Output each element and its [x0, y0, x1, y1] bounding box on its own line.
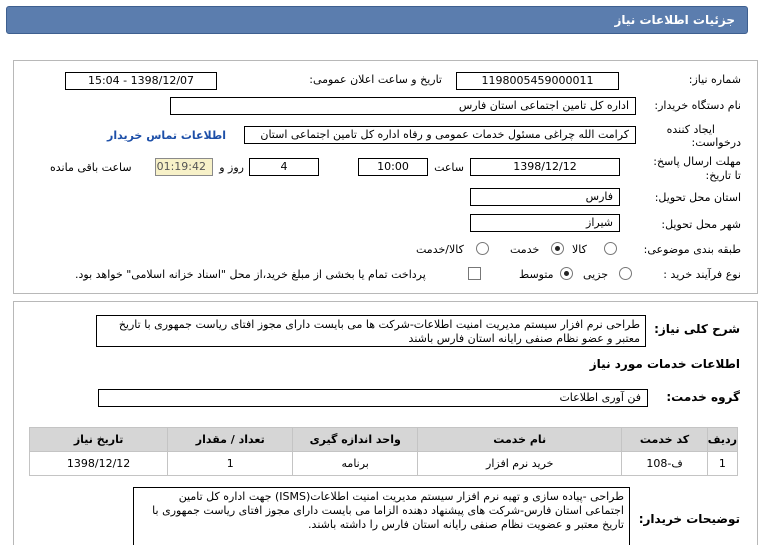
deadline-label-1: مهلت ارسال پاسخ:: [653, 155, 741, 168]
category-radio-goods[interactable]: [604, 242, 617, 255]
creator-label-1: ایجاد کننده: [666, 123, 715, 136]
cell-row-number: 1: [707, 452, 737, 476]
province-label: استان محل تحویل:: [654, 191, 741, 204]
category-radio-both[interactable]: [476, 242, 489, 255]
city-field: شیراز: [470, 214, 620, 232]
services-table: [29, 427, 738, 476]
deadline-date-field: 1398/12/12: [470, 158, 620, 176]
col-service-code: کد خدمت: [622, 428, 707, 452]
buyer-notes-label: توضیحات خریدار:: [638, 512, 740, 526]
days-field: 4: [249, 158, 319, 176]
announce-field: 1398/12/07 - 15:04: [65, 72, 217, 90]
table-header-row: [30, 428, 738, 452]
info-panel: [13, 60, 758, 294]
need-number-label: شماره نیاز:: [688, 73, 741, 86]
remaining-time-field: 01:19:42: [155, 158, 213, 176]
time-label: ساعت: [434, 161, 464, 174]
days-label: روز و: [219, 161, 244, 174]
need-number-field: 1198005459000011: [456, 72, 619, 90]
process-option-medium: متوسط: [519, 268, 554, 281]
category-option-service: خدمت: [510, 243, 540, 256]
col-need-date: تاریخ نیاز: [30, 428, 168, 452]
col-row-number: ردیف: [707, 428, 737, 452]
page-header: [6, 6, 748, 34]
cell-service-code: ف-108: [622, 452, 707, 476]
process-radio-medium[interactable]: [560, 267, 573, 280]
buyer-contact-link[interactable]: اطلاعات تماس خریدار: [107, 129, 227, 142]
col-service-name: نام خدمت: [418, 428, 622, 452]
table-row: [30, 452, 738, 476]
buyer-notes-text: طراحی -پیاده سازی و تهیه نرم افزار سیستم مدیریت امنیت اطلاعات(ISMS) جهت اداره کل تامین اجتماعی استان فارس-شرکت های پیشنهاد دهنده الزاما می بایست دارای مجوز افتای ریاست جمهوری با تاریخ معتبر و عضویت نظام صنفی رایانه استان فارس را داشته باشند.: [133, 487, 630, 545]
col-unit: واحد اندازه گیری: [293, 428, 418, 452]
cell-unit: برنامه: [293, 452, 418, 476]
summary-text: طراحی نرم افزار سیستم مدیریت امنیت اطلاعات-شرکت ها می بایست دارای مجوز افتای ریاست جمهوری با تاریخ معتبر و عضو نظام صنفی رایانه استان فارس باشند: [96, 315, 646, 347]
category-radio-service[interactable]: [551, 242, 564, 255]
category-option-both: کالا/خدمت: [416, 243, 464, 256]
category-label: طبقه بندی موضوعی:: [643, 243, 741, 256]
process-radio-minor[interactable]: [619, 267, 632, 280]
page-title: جزئیات اطلاعات نیاز: [614, 13, 735, 27]
city-label: شهر محل تحویل:: [661, 218, 741, 231]
col-quantity: تعداد / مقدار: [168, 428, 293, 452]
summary-label: شرح کلی نیاز:: [654, 322, 740, 336]
announce-label: تاریخ و ساعت اعلان عمومی:: [309, 73, 442, 86]
buyer-label: نام دستگاه خریدار:: [654, 99, 741, 112]
cell-quantity: 1: [168, 452, 293, 476]
category-option-goods: کالا: [572, 243, 587, 256]
treasury-payment-checkbox[interactable]: [468, 267, 481, 280]
province-field: فارس: [470, 188, 620, 206]
treasury-payment-text: پرداخت تمام یا بخشی از مبلغ خرید،از محل "اسناد خزانه اسلامی" خواهد بود.: [75, 268, 426, 281]
buyer-field: اداره کل تامین اجتماعی استان فارس: [170, 97, 636, 115]
cell-service-name: خرید نرم افزار: [418, 452, 622, 476]
process-option-minor: جزیی: [583, 268, 609, 281]
service-group-label: گروه خدمت:: [666, 390, 740, 404]
creator-label-2: درخواست:: [691, 136, 741, 149]
services-title: اطلاعات خدمات مورد نیاز: [589, 357, 740, 371]
deadline-time-field: 10:00: [358, 158, 428, 176]
deadline-label-2: تا تاریخ:: [705, 169, 741, 182]
creator-field: کرامت الله چراغی مسئول خدمات عمومی و رفاه اداره کل تامین اجتماعی استان: [244, 126, 636, 144]
process-label: نوع فرآیند خرید :: [663, 268, 741, 281]
cell-need-date: 1398/12/12: [30, 452, 168, 476]
remaining-label: ساعت باقی مانده: [50, 161, 132, 174]
service-group-field: فن آوری اطلاعات: [98, 389, 648, 407]
